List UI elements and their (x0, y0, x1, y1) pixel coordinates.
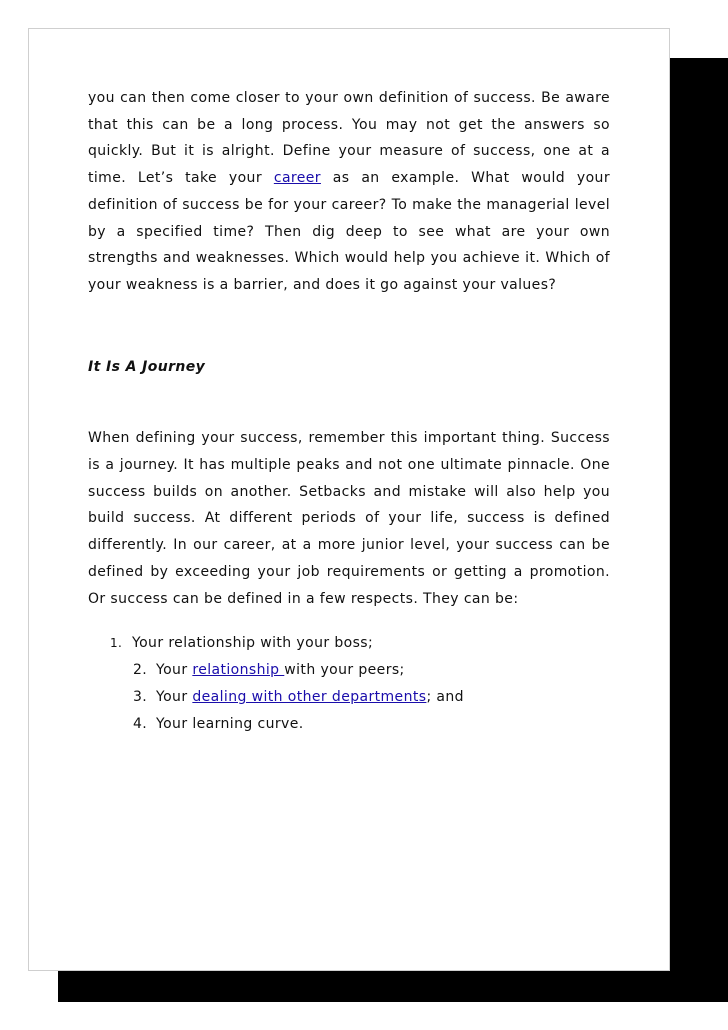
career-link[interactable]: career (273, 170, 321, 187)
relationship-link[interactable]: relationship (192, 662, 285, 679)
page-shadow-right (670, 58, 728, 1002)
list-item-text-after: ; and (426, 689, 464, 706)
list-item-number: 4. (133, 716, 148, 733)
list-item-text: Your (156, 662, 193, 679)
list-item-text-after: with your peers; (284, 662, 405, 679)
list-item-number: 3. (133, 689, 148, 706)
page-shadow-bottom (58, 970, 728, 1002)
success-respects-list (88, 630, 610, 738)
paragraph-success-definition (88, 85, 610, 299)
list-item-text: Your (156, 689, 193, 706)
list-item-text: Your relationship with your boss; (132, 635, 374, 652)
document-page (28, 28, 670, 971)
list-item (88, 711, 610, 738)
paragraph1-text-before-link: you can then come closer to your own definition of success. Be aware that this can be a long process. You may not get the answers so quickly. But it is alright. Define your measure of success, one at a time. Let’s take your (88, 90, 610, 187)
page-content (88, 85, 610, 738)
dealing-with-other-departments-link[interactable]: dealing with other departments (192, 689, 427, 706)
paragraph-journey: When defining your success, remember this important thing. Success is a journey. It has multiple peaks and not one ultimate pinnacle. One success builds on another. Setbacks and mistake will also help you build success. At different periods of your life, success is defined differently. In our career, at a more junior level, your success can be defined by exceeding your job requirements or getting a promotion. Or success can be defined in a few respects. They can be: (88, 430, 610, 607)
list-item-number: 2. (133, 662, 148, 679)
paragraph1-text-after-link: as an example. What would your definition of success be for your career? To make the managerial level by a specified time? Then dig deep to see what are your own strengths and weaknesses. Which would help you achieve it. Which of your weakness is a barrier, and does it go against your values? (88, 170, 610, 293)
list-item (88, 684, 610, 711)
list-item-number: 1. (110, 636, 123, 651)
list-item (88, 630, 610, 657)
list-item (88, 657, 610, 684)
section-heading: It Is A Journey (88, 358, 206, 375)
list-item-text: Your learning curve. (156, 716, 304, 733)
